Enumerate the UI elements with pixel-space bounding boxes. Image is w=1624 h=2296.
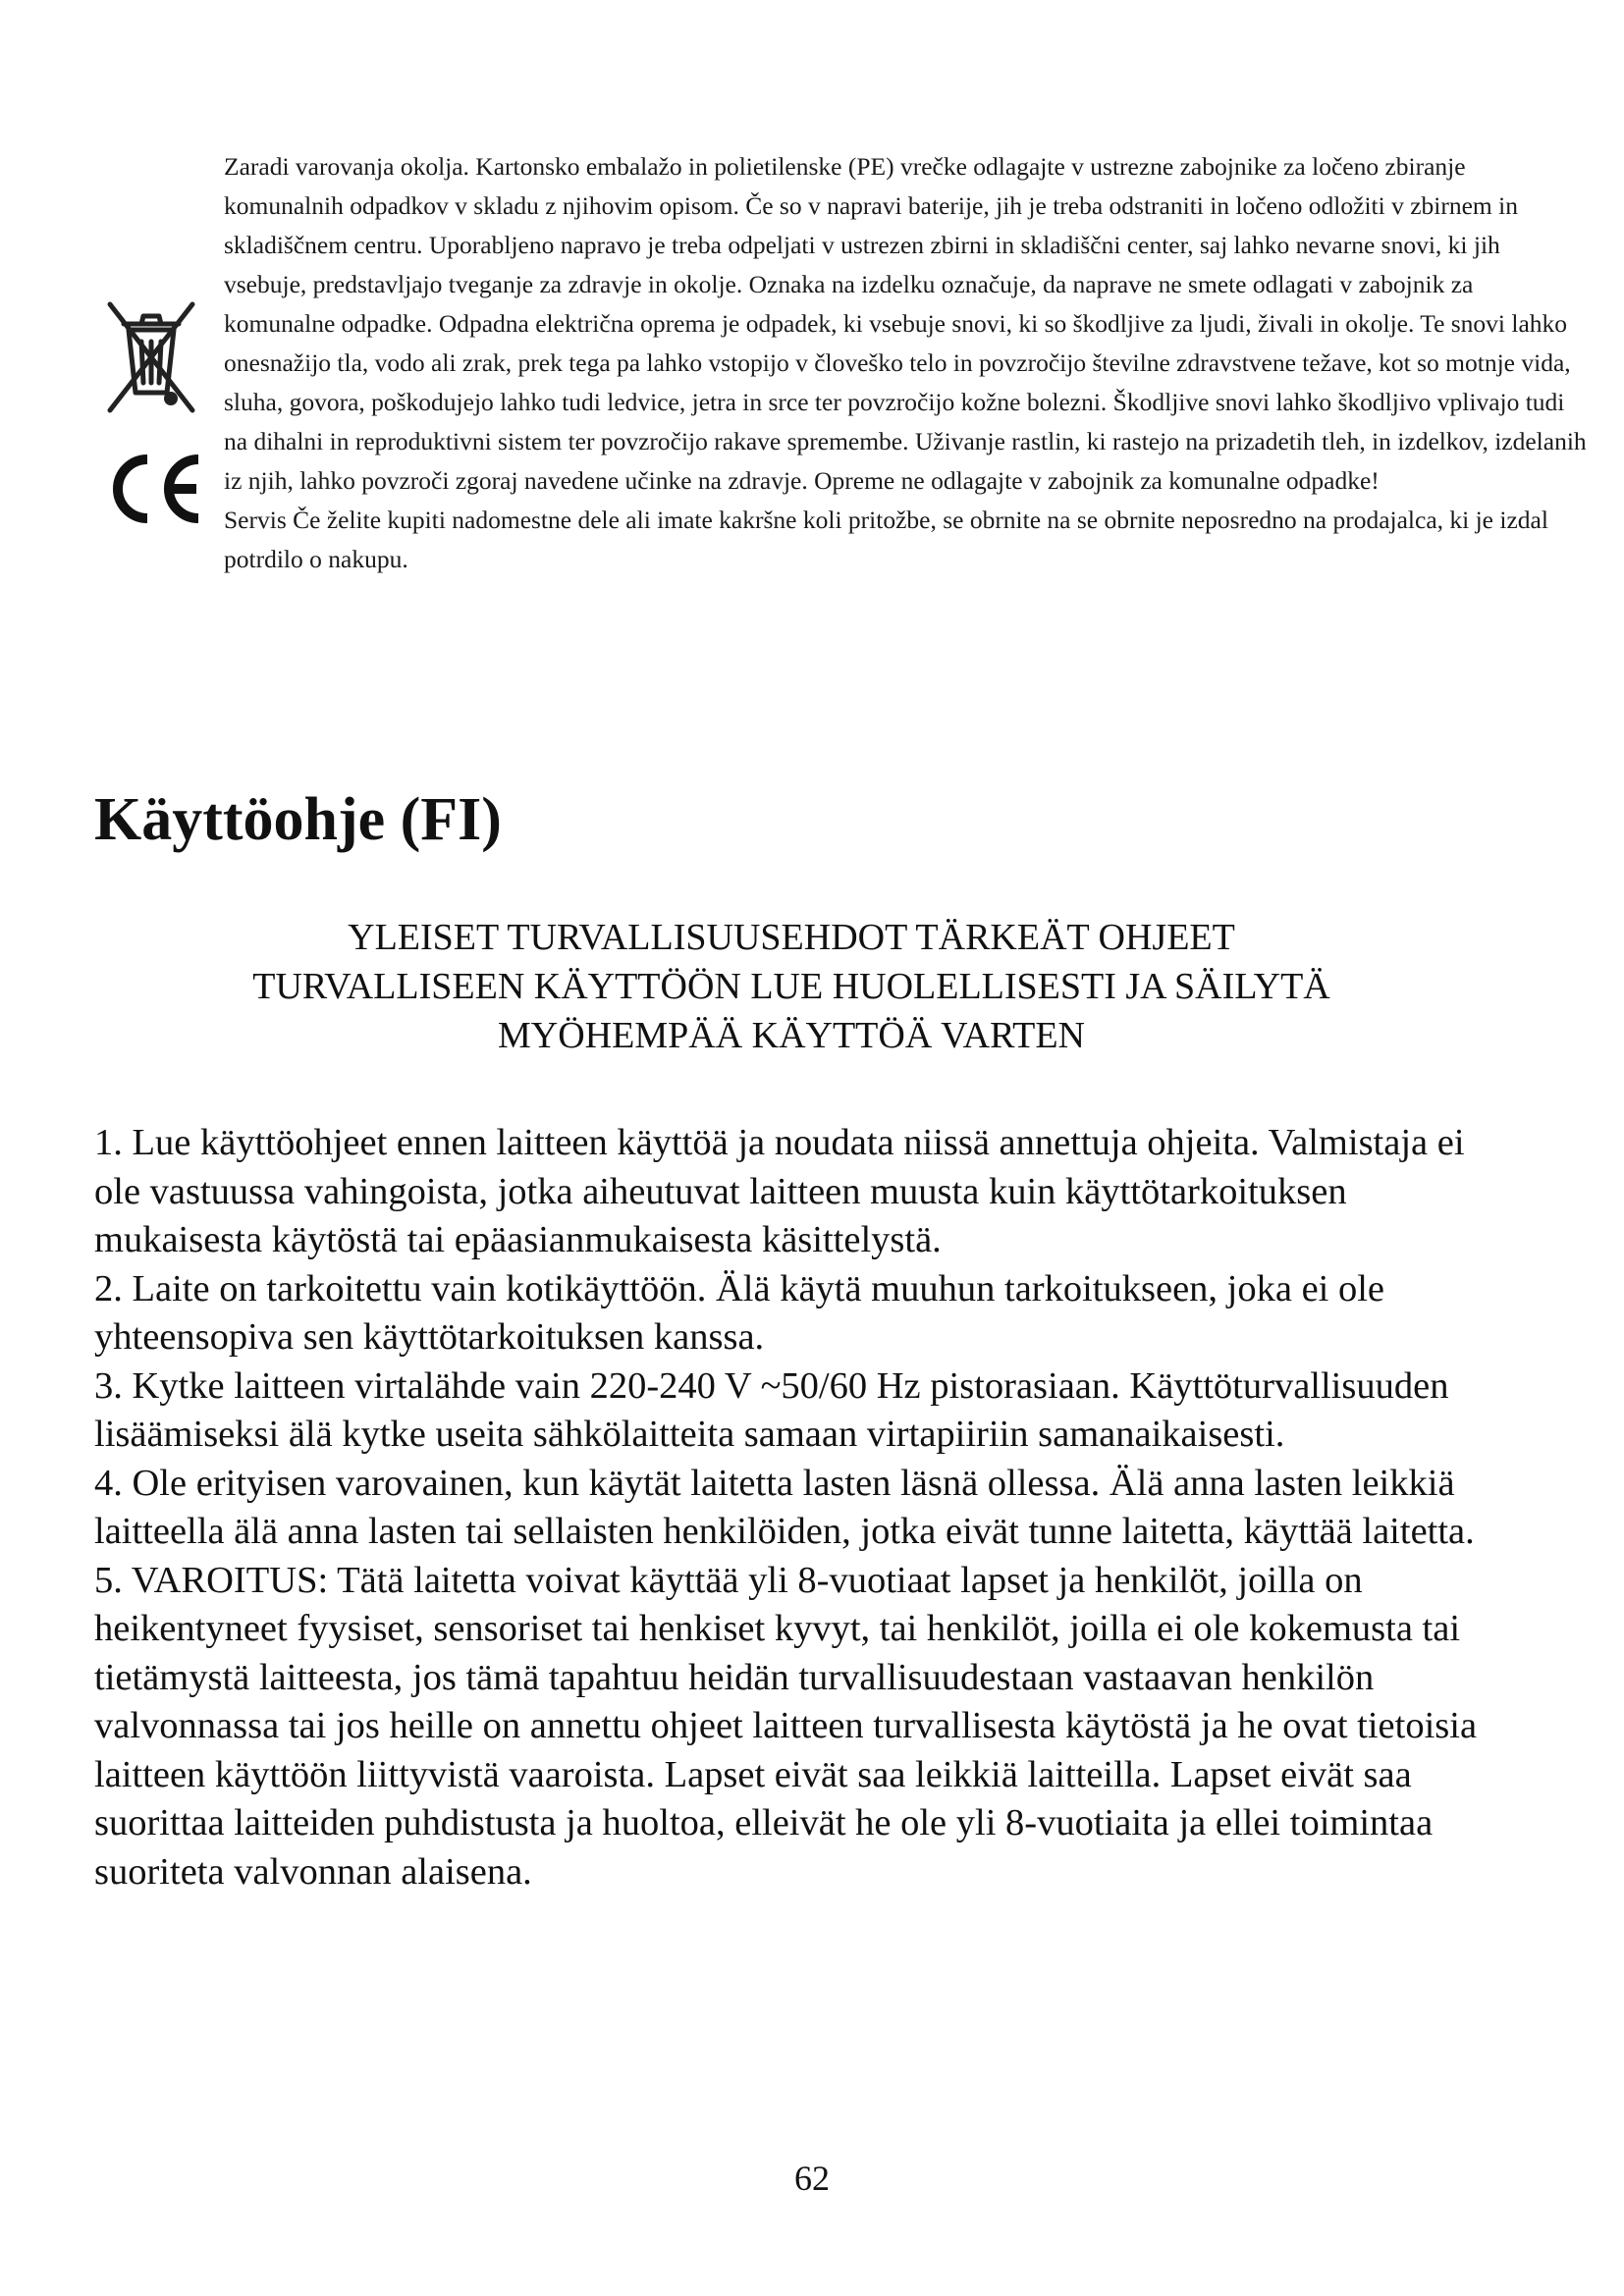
safety-heading-line: YLEISET TURVALLISUUSEHDOT TÄRKEÄT OHJEET — [348, 917, 1235, 958]
service-paragraph: Servis Če želite kupiti nadomestne dele ali imate kakršne koli pritožbe, se obrnite na se obrnite neposredno na prodajalca, ki je izdal potrdilo o nakupu. — [224, 506, 1548, 573]
crossed-out-wheelie-bin-icon — [102, 294, 200, 422]
page-number: 62 — [794, 2159, 830, 2198]
safety-heading — [94, 913, 1489, 1060]
disposal-text — [224, 147, 1589, 579]
section-title: Käyttöohje (FI) — [94, 786, 502, 853]
instruction-item: 4. Ole erityisen varovainen, kun käytät laitetta lasten läsnä ollessa. Älä anna lasten leikkiä laitteella älä anna lasten tai sellaisten henkilöiden, jotka eivät tunne laitetta, käyttää laitetta. — [94, 1462, 1475, 1552]
instruction-item: 2. Laite on tarkoitettu vain kotikäyttöön. Älä käytä muuhun tarkoitukseen, joka ei ole yhteensopiva sen käyttötarkoituksen kanssa. — [94, 1267, 1385, 1358]
safety-heading-line: MYÖHEMPÄÄ KÄYTTÖÄ VARTEN — [498, 1015, 1085, 1056]
disposal-paragraph: Zaradi varovanja okolja. Kartonsko embalažo in polietilenske (PE) vrečke odlagajte v ustrezne zabojnike za ločeno zbiranje komunalnih odpadkov v skladu z njihovim opisom. Če so v napravi baterije, jih je treba odstraniti in ločeno odložiti v zbirnem in skladiščnem centru. Uporabljeno napravo je treba odpeljati v ustrezen zbirni in skladiščni center, saj lahko nevarne snovi, ki jih vsebuje, predstavljajo tveganje za zdravje in okolje. Oznaka na izdelku označuje, da naprave ne smete odlagati v zabojnik za komunalne odpadke. Odpadna električna oprema je odpadek, ki vsebuje snovi, ki so škodljive za ljudi, živali in okolje. Te snovi lahko onesnažijo tla, vodo ali zrak, prek tega pa lahko vstopijo v človeško telo in povzročijo številne zdravstvene težave, kot so motnje vida, sluha, govora, poškodujejo lahko tudi ledvice, jetra in srce ter povzročijo kožne bolezni. Škodljive snovi lahko škodljivo vplivajo tudi na dihalni in reproduktivni sistem ter povzročijo rakave spremembe. Uživanje rastlin, ki rastejo na prizadetih tleh, in izdelkov, izdelanih iz njih, lahko povzroči zgoraj navedene učinke na zdravje. Opreme ne odlagajte v zabojnik za komunalne odpadke! — [224, 152, 1587, 495]
instructions-list — [94, 1119, 1518, 1896]
ce-mark-icon — [100, 450, 208, 528]
safety-heading-line: TURVALLISEEN KÄYTTÖÖN LUE HUOLELLISESTI JA SÄILYTÄ — [252, 966, 1330, 1007]
instruction-item: 5. VAROITUS: Tätä laitetta voivat käyttää yli 8-vuotiaat lapset ja henkilöt, joilla on heikentyneet fyysiset, sensoriset tai henkiset kyvyt, tai henkilöt, joilla ei ole kokemusta tai tietämystä laitteesta, jos tämä tapahtuu heidän turvallisuudestaan vastaavan henkilön valvonnassa tai jos heille on annettu ohjeet laitteen turvallisesta käytöstä ja he ovat tietoisia laitteen käyttöön liittyvistä vaaroista. Lapset eivät saa leikkiä laitteilla. Lapset eivät saa suorittaa laitteiden puhdistusta ja huoltoa, elleivät he ole yli 8-vuotiaita ja ellei toimintaa suoriteta valvonnan alaisena. — [94, 1559, 1478, 1893]
instruction-item: 3. Kytke laitteen virtalähde vain 220-240 V ~50/60 Hz pistorasiaan. Käyttöturvallisuuden lisäämiseksi älä kytke useita sähkölaitteita samaan virtapiiriin samanaikaisesti. — [94, 1364, 1449, 1455]
instruction-item: 1. Lue käyttöohjeet ennen laitteen käyttöä ja noudata niissä annettuja ohjeita. Valmistaja ei ole vastuussa vahingoista, jotka aiheutuvat laitteen muusta kuin käyttötarkoituksen mukaisesta käytöstä tai epäasianmukaisesta käsittelystä. — [94, 1122, 1465, 1260]
